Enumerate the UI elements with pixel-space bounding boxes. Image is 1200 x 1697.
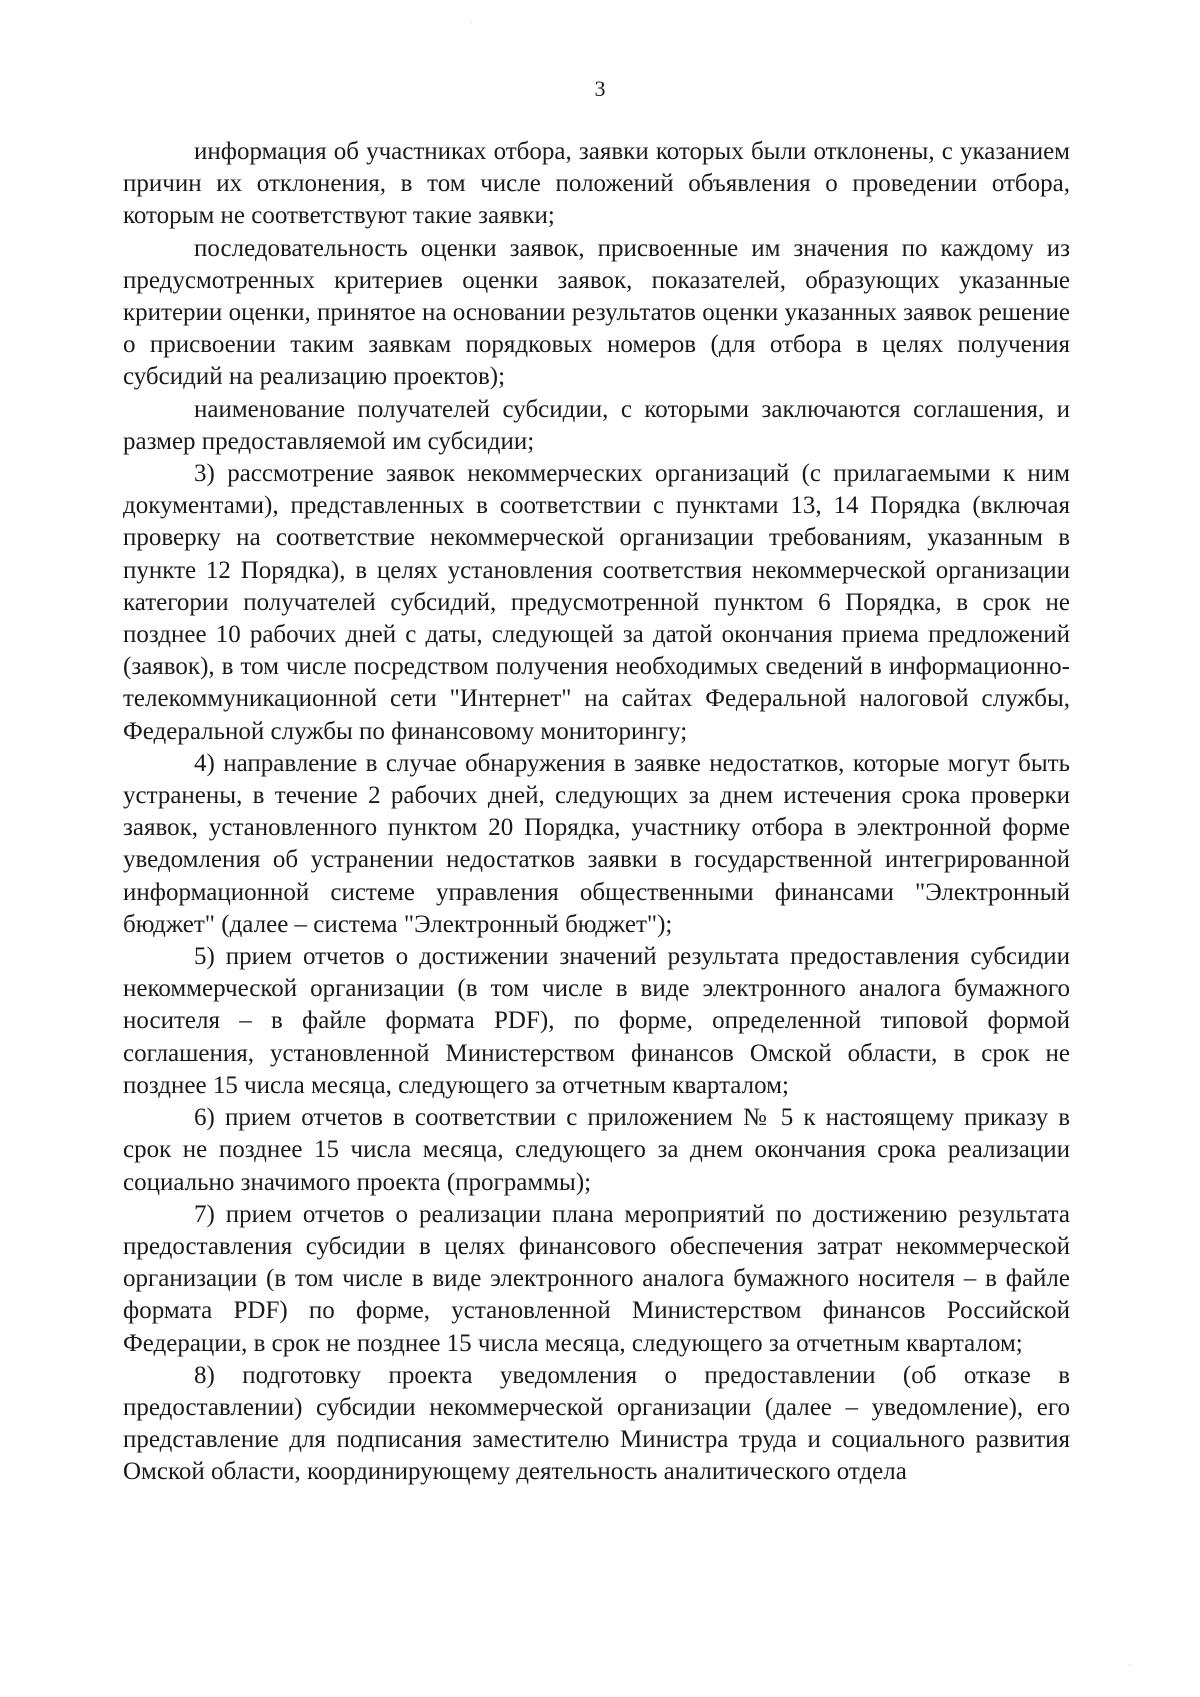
scan-speck: · [1128, 1660, 1132, 1671]
paragraph-evaluation-sequence: последовательность оценки заявок, присвоенные им значения по каждому из предусмотренных критериев оценки заявок, показателей, образующих указанные критерии оценки, принятое на основании результатов оценки указанных заявок решение о присвоении таким заявкам порядковых номеров (для отбора в целях получения субсидий на реализацию проектов); [123, 234, 1070, 391]
scan-speck: · [470, 18, 474, 29]
page-number: 3 [594, 76, 606, 101]
paragraph-item-8: 8) подготовку проекта уведомления о предоставлении (об отказе в предоставлении) субсидии некоммерческой организации (далее – уведомление), его представление для подписания заместителю Министра труда и социального развития Омской области, координирующему деятельность аналитического отдела [123, 1361, 1070, 1486]
paragraph-item-6: 6) прием отчетов в соответствии с приложением № 5 к настоящему приказу в срок не позднее 15 числа месяца, следующего за днем окончания срока реализации социально значимого проекта (программы); [123, 1104, 1070, 1196]
paragraph-item-3: 3) рассмотрение заявок некоммерческих организаций (с прилагаемыми к ним документами), представленных в соответствии с пунктами 13, 14 Порядка (включая проверку на соответствие некоммерческой организации требованиям, указанным в пункте 12 Порядка), в целях установления соответствия некоммерческой организации категории получателей субсидий, предусмотренной пунктом 6 Порядка, в срок не позднее 10 рабочих дней с даты, следующей за датой окончания приема предложений (заявок), в том числе посредством получения необходимых сведений в информационно-телекоммуникационной сети "Интернет" на сайтах Федеральной налоговой службы, Федеральной службы по финансовому мониторингу; [123, 460, 1070, 745]
paragraph-item-4: 4) направление в случае обнаружения в заявке недостатков, которые могут быть устранены, в течение 2 рабочих дней, следующих за днем истечения срока проверки заявок, установленного пунктом 20 Порядка, участнику отбора в электронной форме уведомления об устранении недостатков заявки в государственной интегрированной информационной системе управления общественными финансами "Электронный бюджет" (далее – система "Электронный бюджет"); [123, 749, 1070, 938]
paragraph-item-5: 5) прием отчетов о достижении значений результата предоставления субсидии некоммерческой организации (в том числе в виде электронного аналога бумажного носителя – в файле формата PDF), по форме, определенной типовой формой соглашения, установленной Министерством финансов Омской области, в срок не позднее 15 числа месяца, следующего за отчетным кварталом; [123, 943, 1070, 1099]
paragraph-recipients: наименование получателей субсидии, с которыми заключаются соглашения, и размер предоставляемой им субсидии; [123, 395, 1070, 455]
document-body [123, 136, 1070, 1489]
paragraph-item-7: 7) прием отчетов о реализации плана мероприятий по достижению результата предоставления субсидии в целях финансового обеспечения затрат некоммерческой организации (в том числе в виде электронного аналога бумажного носителя – в файле формата PDF) по форме, установленной Министерством финансов Российской Федерации, в срок не позднее 15 числа месяца, следующего за отчетным кварталом; [123, 1200, 1070, 1357]
paragraph-rejected-participants: информация об участниках отбора, заявки которых были отклонены, с указанием причин их отклонения, в том числе положений объявления о проведении отбора, которым не соответствуют такие заявки; [123, 138, 1070, 230]
